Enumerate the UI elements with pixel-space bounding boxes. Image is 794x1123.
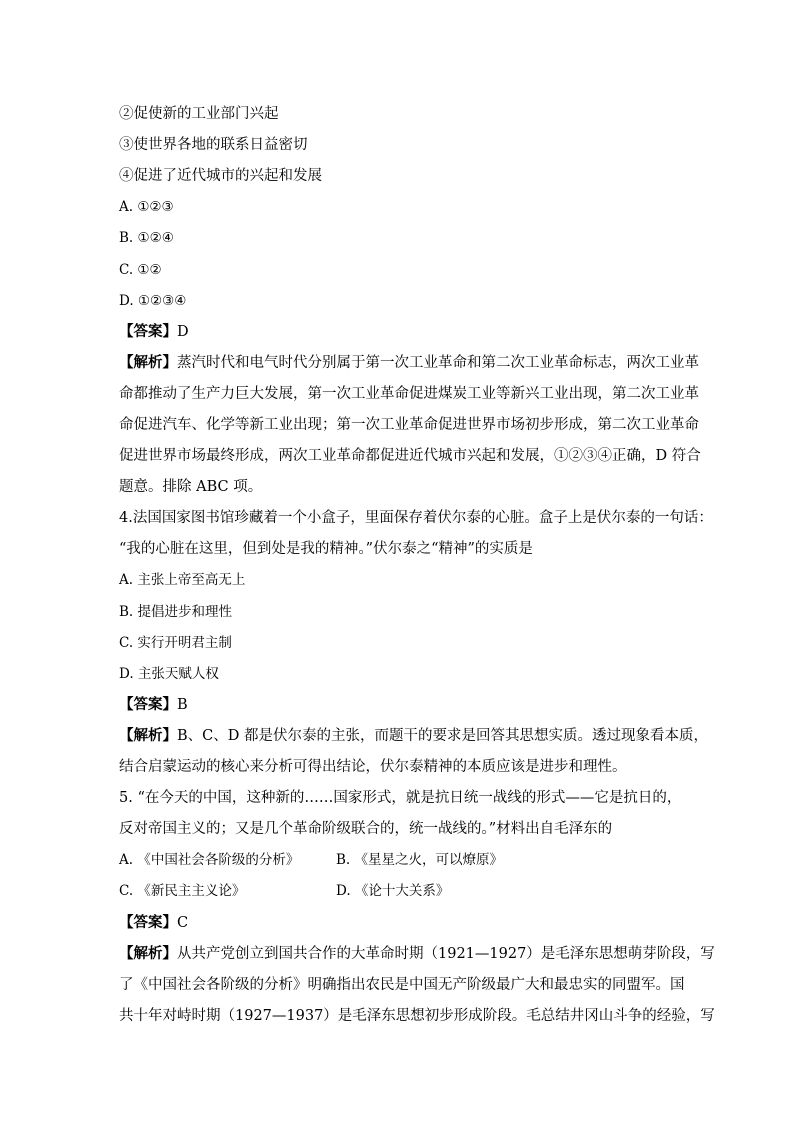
answer-label: 【答案】 xyxy=(119,914,177,931)
q4-stem-line-2: “我的心脏在这里，但到处是我的精神。”伏尔泰之“精神”的实质是 xyxy=(119,541,533,557)
q3-item-3: ③使世界各地的联系日益密切 xyxy=(119,137,308,153)
q5-stem-line-2: 反对帝国主义的；又是几个革命阶级联合的，统一战线的。”材料出自毛泽东的 xyxy=(119,821,613,837)
q4-option-a: A. 主张上帝至高无上 xyxy=(119,572,246,588)
q4-analysis-text: B、C、D 都是伏尔泰的主张，而题干的要求是回答其思想实质。透过现象看本质， xyxy=(177,728,708,744)
answer-label: 【答案】 xyxy=(119,696,177,713)
q3-analysis-line-1 xyxy=(119,353,699,373)
q5-option-b: B. 《星星之火，可以燎原》 xyxy=(336,852,504,868)
answer-label: 【答案】 xyxy=(119,323,177,340)
q4-stem-line-1: 4.法国国家图书馆珍藏着一个小盒子，里面保存着伏尔泰的心脏。盒子上是伏尔泰的一句话： xyxy=(119,510,713,526)
q4-answer xyxy=(119,695,188,715)
q3-analysis-line-4: 促进世界市场最终形成，两次工业革命都促进近代城市兴起和发展，①②③④正确，D 符合 xyxy=(119,448,701,464)
q3-analysis-text: 蒸汽时代和电气时代分别属于第一次工业革命和第二次工业革命标志，两次工业革 xyxy=(177,355,699,371)
q3-item-4: ④促进了近代城市的兴起和发展 xyxy=(119,168,322,184)
q5-analysis-line-2: 了《中国社会各阶级的分析》明确指出农民是中国无产阶级最广大和最忠实的同盟军。国 xyxy=(119,977,685,993)
q5-answer xyxy=(119,913,188,933)
q5-option-a: A. 《中国社会各阶级的分析》 xyxy=(119,852,300,868)
q5-analysis-text: 从共产党创立到国共合作的大革命时期（1921—1927）是毛泽东思想萌芽阶段，写 xyxy=(177,946,715,962)
analysis-label: 【解析】 xyxy=(119,727,177,744)
analysis-label: 【解析】 xyxy=(119,354,177,371)
q3-analysis-line-3: 命促进汽车、化学等新工业出现；第一次工业革命促进世界市场初步形成，第二次工业革命 xyxy=(119,417,699,433)
q4-analysis-line-1 xyxy=(119,726,708,746)
q3-answer xyxy=(119,322,189,342)
q3-option-d: D. ①②③④ xyxy=(119,293,187,309)
q5-answer-value: C xyxy=(177,915,189,931)
q3-item-2: ②促使新的工业部门兴起 xyxy=(119,106,279,122)
analysis-label: 【解析】 xyxy=(119,945,177,962)
q4-option-b: B. 提倡进步和理性 xyxy=(119,604,233,620)
q3-analysis-line-2: 命都推动了生产力巨大发展，第一次工业革命促进煤炭工业等新兴工业出现，第二次工业革 xyxy=(119,386,699,402)
q3-option-b: B. ①②④ xyxy=(119,230,174,246)
q5-analysis-line-3: 共十年对峙时期（1927—1937）是毛泽东思想初步形成阶段。毛总结井冈山斗争的经验，写 xyxy=(119,1008,715,1024)
q4-answer-value: B xyxy=(177,697,188,713)
q3-analysis-line-5: 题意。排除 ABC 项。 xyxy=(119,479,263,495)
q3-option-c: C. ①② xyxy=(119,262,162,278)
q5-analysis-line-1 xyxy=(119,944,715,964)
q4-analysis-line-2: 结合启蒙运动的核心来分析可得出结论，伏尔泰精神的本质应该是进步和理性。 xyxy=(119,759,627,775)
q4-option-d: D. 主张天赋人权 xyxy=(119,666,219,682)
q4-option-c: C. 实行开明君主制 xyxy=(119,635,232,651)
q5-stem-line-1: 5. “在今天的中国，这种新的……国家形式，就是抗日统一战线的形式——它是抗日的， xyxy=(119,790,682,806)
q3-answer-value: D xyxy=(177,324,189,340)
q3-option-a: A. ①②③ xyxy=(119,199,174,215)
q5-option-d: D. 《论十大关系》 xyxy=(336,883,450,899)
q5-option-c: C. 《新民主主义论》 xyxy=(119,883,246,899)
